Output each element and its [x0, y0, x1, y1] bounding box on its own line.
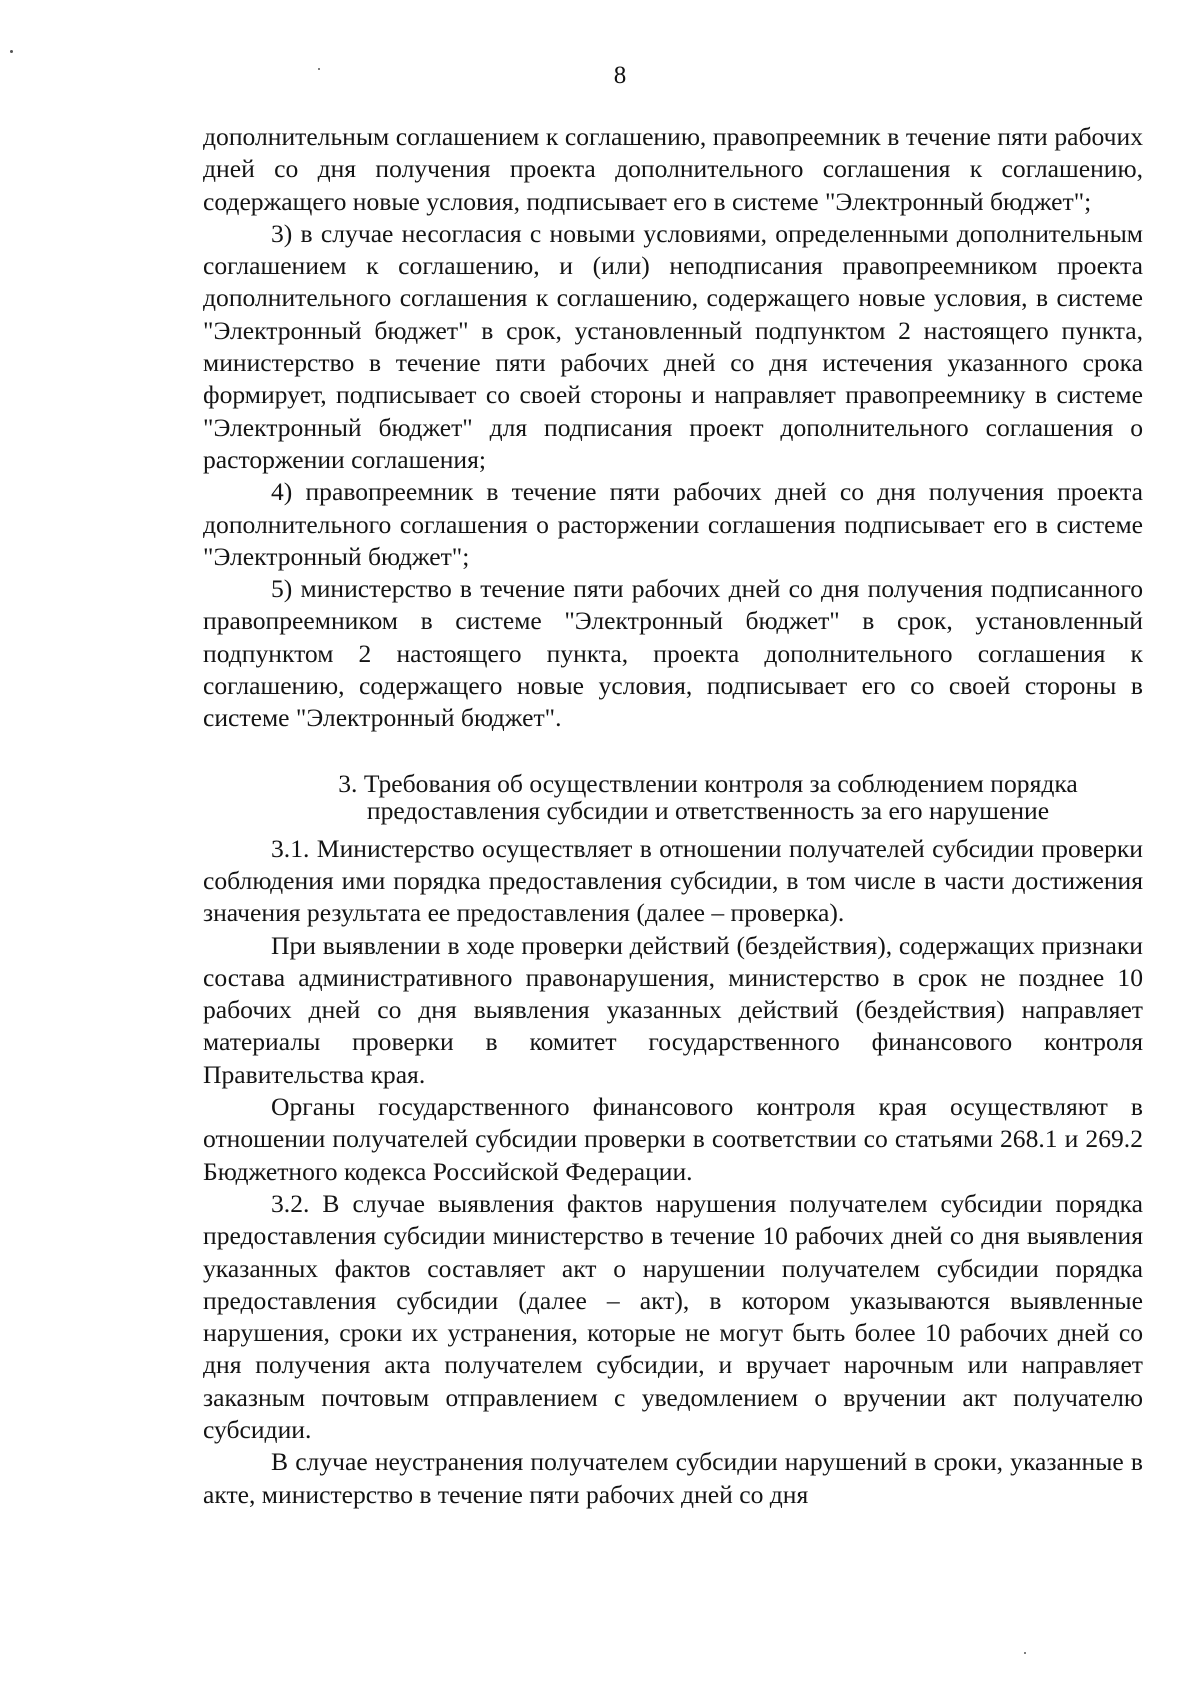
paragraph-item-5: 5) министерство в течение пяти рабочих дней со дня получения подписанного правопреемником в системе "Электронный бюджет" в срок, установленный подпунктом 2 настоящего пункта, проекта дополнительного соглашения к соглашению, содержащего новые условия, подписывает его со своей стороны в системе "Электронный бюджет".: [203, 574, 1143, 733]
document-body: [203, 121, 1143, 1511]
paragraph-continuation: дополнительным соглашением к соглашению, правопреемник в течение пяти рабочих дней со дня получения проекта дополнительного соглашения к соглашению, содержащего новые условия, подписывает его в системе "Электронный бюджет";: [203, 122, 1143, 216]
paragraph-control-bodies: Органы государственного финансового контроля края осуществляют в отношении получателей субсидии проверки в соответствии со статьями 268.1 и 269.2 Бюджетного кодекса Российской Федерации.: [203, 1092, 1143, 1186]
section-heading-line-1: 3. Требования об осуществлении контроля за соблюдением порядка: [338, 768, 1078, 798]
paragraph-item-3: 3) в случае несогласия с новыми условиями, определенными дополнительным соглашением к соглашению, и (или) неподписания правопреемником проекта дополнительного соглашения к соглашению, содержащего новые условия, в системе "Электронный бюджет" в срок, установленный подпунктом 2 настоящего пункта, министерство в течение пяти рабочих дней со дня истечения указанного срока формирует, подписывает со своей стороны и направляет правопреемнику в системе "Электронный бюджет" для подписания проект дополнительного соглашения о расторжении соглашения;: [203, 218, 1143, 474]
paragraph-non-remedy: В случае неустранения получателем субсидии нарушений в сроки, указанные в акте, министерство в течение пяти рабочих дней со дня: [203, 1447, 1143, 1509]
scan-speck: [1024, 1652, 1026, 1654]
paragraph-violation-detection: При выявлении в ходе проверки действий (бездействия), содержащих признаки состава административного правонарушения, министерство в срок не позднее 10 рабочих дней со дня выявления указанных действий (бездействия) направляет материалы проверки в комитет государственного финансового контроля Правительства края.: [203, 930, 1143, 1089]
paragraph-3-1: 3.1. Министерство осуществляет в отношении получателей субсидии проверки соблюдения ими порядка предоставления субсидии, в том числе в части достижения значения результата ее предоставления (далее – проверка).: [203, 833, 1143, 928]
page-number: 8: [613, 62, 627, 89]
section-heading: [203, 770, 1143, 824]
scan-speck: [10, 50, 13, 53]
paragraph-3-2: 3.2. В случае выявления фактов нарушения получателем субсидии порядка предоставления субсидии министерство в течение 10 рабочих дней со дня выявления указанных фактов составляет акт о нарушении получателем субсидии порядка предоставления субсидии (далее – акт), в котором указываются выявленные нарушения, сроки их устранения, которые не могут быть более 10 рабочих дней со дня получения акта получателем субсидии, и вручает нарочным или направляет заказным почтовым отправлением с уведомлением о вручении акт получателю субсидии.: [203, 1188, 1143, 1444]
paragraph-item-4: 4) правопреемник в течение пяти рабочих дней со дня получения проекта дополнительного соглашения о расторжении соглашения подписывает его в системе "Электронный бюджет";: [203, 477, 1143, 571]
section-heading-line-2: предоставления субсидии и ответственность за его нарушение: [366, 795, 1050, 825]
